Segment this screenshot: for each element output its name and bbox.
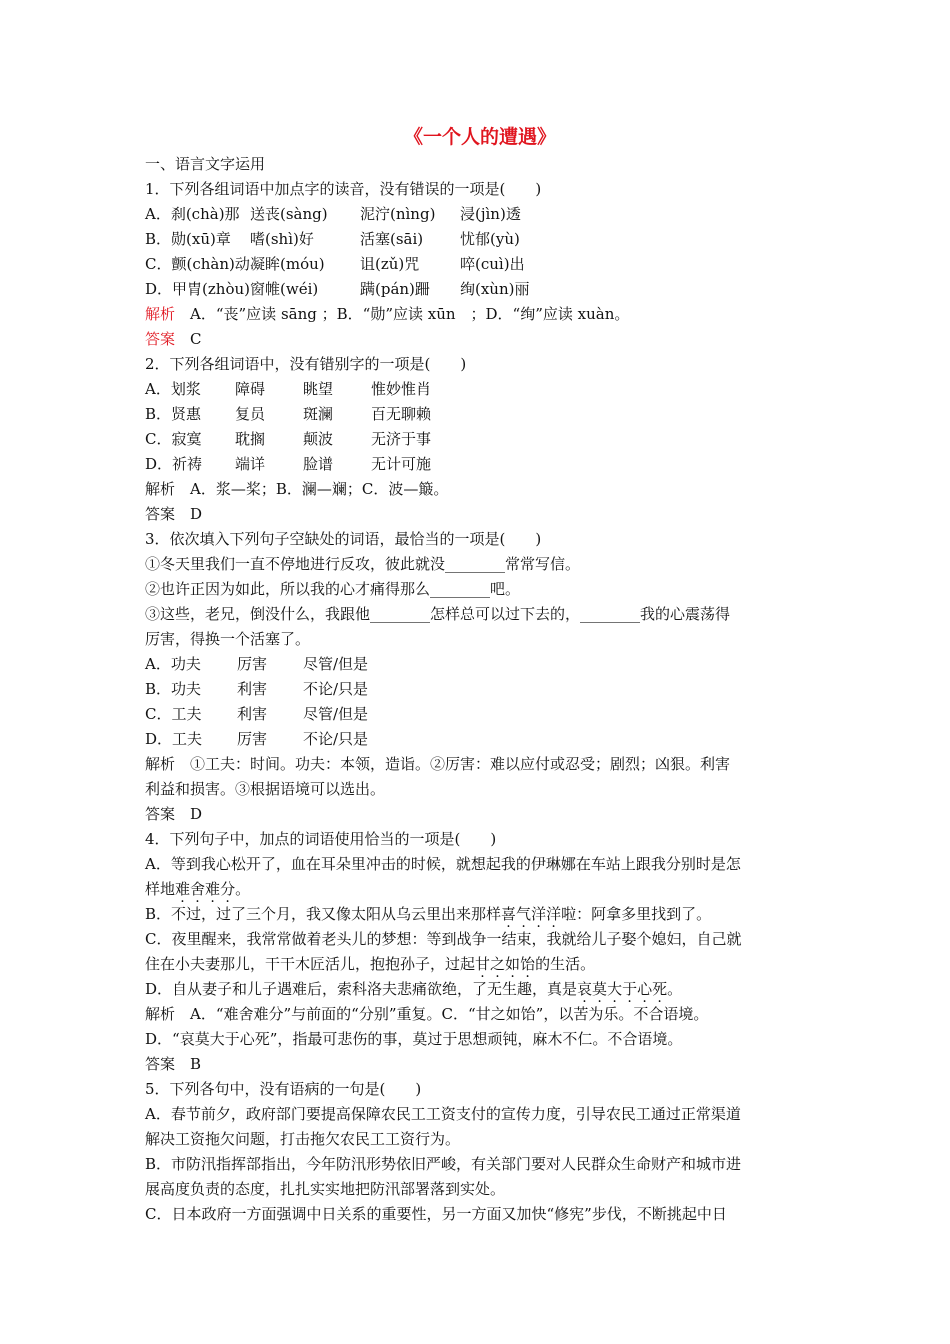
dotted-char: 气 bbox=[516, 905, 532, 923]
option-item: 绚(xùn)丽 bbox=[460, 280, 530, 298]
option-item: C．工夫 bbox=[145, 705, 202, 723]
option-item: 利害 bbox=[237, 705, 268, 723]
option-item: 尽管/但是 bbox=[303, 655, 369, 673]
question-3-option-a bbox=[145, 652, 815, 677]
question-3-answer: 答案 D bbox=[145, 805, 203, 823]
option-item: B．勋(xū)章 bbox=[145, 230, 231, 248]
text: B．不过，过了三个月，我又像太阳从乌云里出来那样 bbox=[145, 905, 502, 923]
option-item: 复员 bbox=[235, 405, 266, 423]
option-item: 活塞(sāi) bbox=[360, 230, 424, 248]
question-3-option-d bbox=[145, 727, 815, 752]
option-item: C．颤(chàn)动 bbox=[145, 255, 250, 273]
option-item: B．贤惠 bbox=[145, 405, 202, 423]
option-item: 蹒(pán)跚 bbox=[360, 280, 430, 298]
option-item: A．划浆 bbox=[145, 380, 201, 398]
text: 样地 bbox=[145, 880, 176, 898]
question-3-analysis-cont: 利益和损害。③根据语境可以选出。 bbox=[145, 780, 386, 798]
question-5-option-a-cont: 解决工资拖欠问题，打击拖欠农民工工资行为。 bbox=[145, 1130, 461, 1148]
text: 啦：阿拿多里找到了。 bbox=[561, 905, 712, 923]
question-5-stem: 5．下列各句中，没有语病的一句是( ) bbox=[145, 1080, 422, 1098]
question-5-option-b-cont: 展高度负责的态度，扎扎实实地把防汛部署落到实处。 bbox=[145, 1180, 506, 1198]
option-item: D．甲胄(zhòu) bbox=[145, 280, 250, 298]
text: D．自从妻子和儿子遇难后，索科洛夫悲痛欲绝，了无生趣，真是 bbox=[145, 980, 578, 998]
dotted-char: 难 bbox=[175, 880, 191, 898]
question-5-option-b: B．市防汛指挥部指出，今年防汛形势依旧严峻，有关部门要对人民群众生命财产和城市进 bbox=[145, 1155, 742, 1173]
option-item: 百无聊赖 bbox=[371, 405, 432, 423]
question-2-option-d bbox=[145, 452, 815, 477]
document-page bbox=[145, 122, 815, 1227]
question-5-option-a: A．春节前夕，政府部门要提高保障农民工工资支付的宣传力度，引导农民工通过正常渠道 bbox=[145, 1105, 741, 1123]
text: 。 bbox=[667, 980, 683, 998]
option-item: 凝眸(móu) bbox=[250, 255, 325, 273]
option-item: C．寂寞 bbox=[145, 430, 202, 448]
option-item: 嗜(shì)好 bbox=[250, 230, 314, 248]
question-3-sentence-1: ①冬天里我们一直不停地进行反攻，彼此就没________常常写信。 bbox=[145, 555, 581, 573]
option-item: 不论/只是 bbox=[303, 680, 369, 698]
document-title: 《一个人的遭遇》 bbox=[403, 126, 556, 148]
question-2-stem: 2．下列各组词语中，没有错别字的一项是( ) bbox=[145, 355, 467, 373]
question-3-sentence-3-cont: 厉害，得换一个活塞了。 bbox=[145, 630, 311, 648]
option-item: 障碍 bbox=[235, 380, 266, 398]
question-4-option-c-cont bbox=[145, 952, 815, 977]
question-4-answer: 答案 B bbox=[145, 1055, 202, 1073]
option-item: 啐(cuì)出 bbox=[460, 255, 525, 273]
question-2-option-b bbox=[145, 402, 815, 427]
option-item: A．刹(chà)那 bbox=[145, 205, 240, 223]
dotted-char: 大 bbox=[607, 980, 623, 998]
dotted-char: 喜 bbox=[501, 905, 517, 923]
question-1-answer bbox=[145, 327, 815, 352]
dotted-char: 难 bbox=[205, 880, 221, 898]
analysis-label: 解析 bbox=[145, 305, 176, 323]
dotted-phrase bbox=[175, 880, 235, 898]
question-1-stem: 1．下列各组词语中加点字的读音，没有错误的一项是( ) bbox=[145, 180, 542, 198]
dotted-phrase bbox=[577, 980, 667, 998]
option-item: 厉害 bbox=[237, 655, 268, 673]
answer-label: 答案 bbox=[145, 330, 176, 348]
question-3-sentence-2: ②也许正因为如此，所以我的心才痛得那么________吧。 bbox=[145, 580, 521, 598]
question-5-option-c: C．日本政府一方面强调中日关系的重要性，另一方面又加快“修宪”步伐，不断挑起中日 bbox=[145, 1205, 727, 1223]
dotted-char: 分 bbox=[220, 880, 236, 898]
dotted-char: 死 bbox=[652, 980, 668, 998]
option-item: 眺望 bbox=[303, 380, 334, 398]
analysis-text: A．“丧”应读 sāng ；B．“勋”应读 xūn ；D．“绚”应读 xuàn。 bbox=[175, 305, 630, 323]
question-2-option-a bbox=[145, 377, 815, 402]
question-4-option-a: A．等到我心松开了，血在耳朵里冲击的时候，就想起我的伊琳娜在车站上跟我分别时是怎 bbox=[145, 855, 741, 873]
question-3-stem: 3．依次填入下列句子空缺处的词语，最恰当的一项是( ) bbox=[145, 530, 542, 548]
question-4-analysis: 解析 A．“难舍难分”与前面的“分别”重复。C．“甘之如饴”，以苦为乐。不合语境。 bbox=[145, 1005, 709, 1023]
question-1-option-c bbox=[145, 252, 815, 277]
option-item: 无计可施 bbox=[371, 455, 432, 473]
option-item: 无济于事 bbox=[371, 430, 432, 448]
option-item: 端详 bbox=[235, 455, 266, 473]
option-item: 脸谱 bbox=[303, 455, 334, 473]
option-item: 厉害 bbox=[237, 730, 268, 748]
option-item: 不论/只是 bbox=[303, 730, 369, 748]
option-item: 浸(jìn)透 bbox=[460, 205, 521, 223]
question-2-analysis: 解析 A．浆—桨；B．澜—斓；C．波—簸。 bbox=[145, 480, 449, 498]
dotted-char: 心 bbox=[637, 980, 653, 998]
question-4-stem: 4．下列句子中，加点的词语使用恰当的一项是( ) bbox=[145, 830, 497, 848]
question-1-option-b bbox=[145, 227, 815, 252]
dotted-char: 莫 bbox=[592, 980, 608, 998]
question-3-sentence-3: ③这些，老兄，倒没什么，我跟他________怎样总可以过下去的，________我的心震荡得 bbox=[145, 605, 731, 623]
option-item: 忧郁(yù) bbox=[460, 230, 520, 248]
text: 住在小夫妻那儿，干干木匠活儿，抱抱孙子，过起 bbox=[145, 955, 476, 973]
option-item: 斑澜 bbox=[303, 405, 334, 423]
answer-text: C bbox=[175, 330, 202, 348]
dotted-char: 甘 bbox=[475, 955, 491, 973]
question-1-option-a bbox=[145, 202, 815, 227]
option-item: 尽管/但是 bbox=[303, 705, 369, 723]
option-item: D．工夫 bbox=[145, 730, 203, 748]
option-item: B．功夫 bbox=[145, 680, 202, 698]
question-4-option-c: C．夜里醒来，我常常做着老头儿的梦想：等到战争一结束，我就给儿子娶个媳妇，自己就 bbox=[145, 930, 742, 948]
option-item: 颠波 bbox=[303, 430, 334, 448]
dotted-char: 之 bbox=[490, 955, 506, 973]
text: 。 bbox=[235, 880, 251, 898]
question-4-option-b bbox=[145, 902, 815, 927]
section-heading: 一、语言文字运用 bbox=[145, 155, 266, 173]
question-4-option-a-cont bbox=[145, 877, 815, 902]
text: 的生活。 bbox=[535, 955, 596, 973]
question-3-option-b bbox=[145, 677, 815, 702]
option-item: 利害 bbox=[237, 680, 268, 698]
option-item: 送丧(sàng) bbox=[250, 205, 328, 223]
dotted-char: 哀 bbox=[577, 980, 593, 998]
option-item: 泥泞(nìng) bbox=[360, 205, 436, 223]
dotted-char: 洋 bbox=[531, 905, 547, 923]
question-3-option-c bbox=[145, 702, 815, 727]
dotted-phrase bbox=[501, 905, 561, 923]
dotted-char: 于 bbox=[622, 980, 638, 998]
question-2-answer: 答案 D bbox=[145, 505, 203, 523]
dotted-char: 舍 bbox=[190, 880, 206, 898]
question-1-analysis bbox=[145, 302, 815, 327]
option-item: D．祈祷 bbox=[145, 455, 203, 473]
dotted-char: 饴 bbox=[520, 955, 536, 973]
question-2-option-c bbox=[145, 427, 815, 452]
option-item: 耽搁 bbox=[235, 430, 266, 448]
option-item: 惟妙惟肖 bbox=[371, 380, 432, 398]
dotted-phrase bbox=[475, 955, 535, 973]
question-4-analysis-cont: D．“哀莫大于心死”，指最可悲伤的事，莫过于思想顽钝，麻木不仁。不合语境。 bbox=[145, 1030, 683, 1048]
option-item: 诅(zǔ)咒 bbox=[360, 255, 420, 273]
dotted-char: 洋 bbox=[546, 905, 562, 923]
option-item: A．功夫 bbox=[145, 655, 201, 673]
question-1-option-d bbox=[145, 277, 815, 302]
question-3-analysis: 解析 ①工夫：时间。功夫：本领，造诣。②厉害：难以应付或忍受；剧烈；凶狠。利害 bbox=[145, 755, 731, 773]
option-item: 窗帷(wéi) bbox=[250, 280, 319, 298]
dotted-char: 如 bbox=[505, 955, 521, 973]
